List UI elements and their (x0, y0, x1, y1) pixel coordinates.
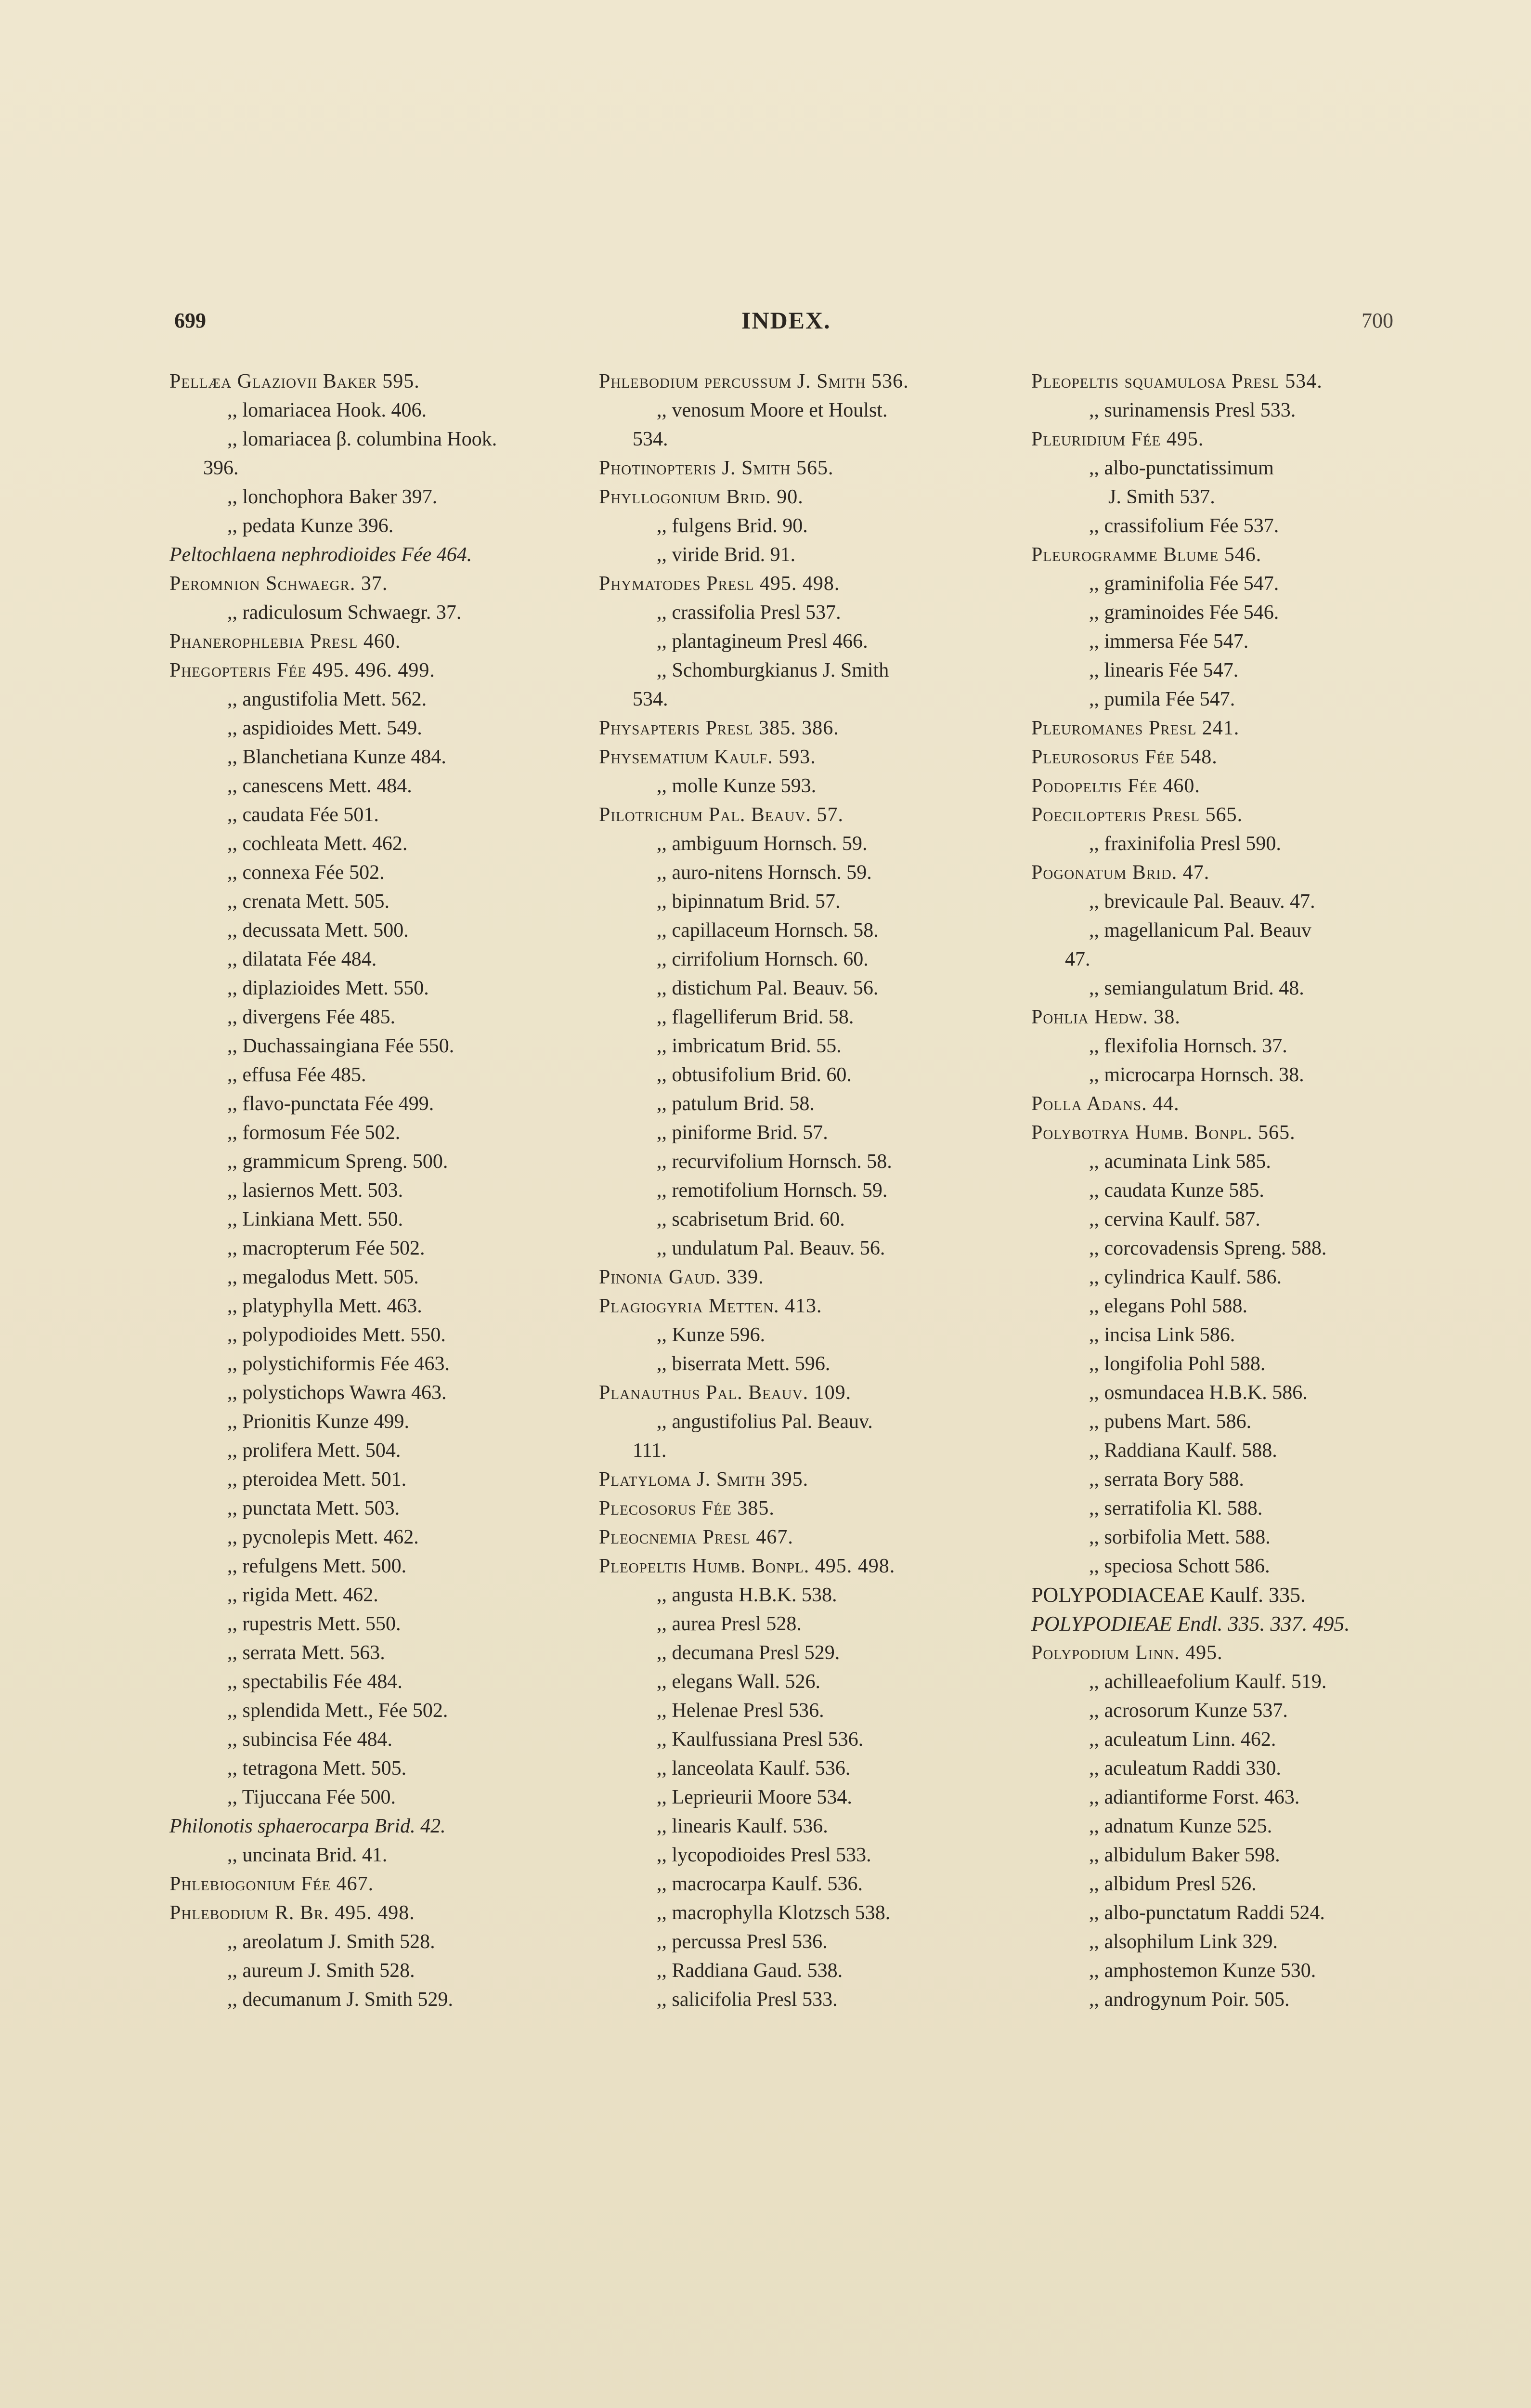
index-entry: ,, pteroidea Mett. 501. (227, 1468, 407, 1491)
index-entry: ,, Raddiana Kaulf. 588. (1089, 1440, 1277, 1462)
index-entry: ,, fulgens Brid. 90. (657, 515, 808, 537)
index-entry: ,, macrocarpa Kaulf. 536. (657, 1873, 863, 1895)
index-entry: ,, lasiernos Mett. 503. (227, 1179, 403, 1202)
index-entry: ,, percussa Presl 536. (657, 1931, 828, 1953)
index-entry: ,, androgynum Poir. 505. (1089, 1989, 1290, 2011)
index-entry: Pleurosorus Fée 548. (1031, 746, 1218, 768)
index-entry: ,, Prionitis Kunze 499. (227, 1411, 409, 1433)
index-entry: ,, molle Kunze 593. (657, 775, 817, 797)
index-entry: Pogonatum Brid. 47. (1031, 862, 1210, 884)
index-entry: ,, caudata Kunze 585. (1089, 1179, 1264, 1202)
index-entry: ,, distichum Pal. Beauv. 56. (657, 977, 879, 999)
index-entry: 534. (633, 428, 668, 450)
index-entry: Photinopteris J. Smith 565. (599, 457, 834, 479)
index-entry: ,, canescens Mett. 484. (227, 775, 412, 797)
index-entry: ,, rupestris Mett. 550. (227, 1613, 401, 1635)
index-entry: Physematium Kaulf. 593. (599, 746, 816, 768)
index-entry: ,, acrosorum Kunze 537. (1089, 1700, 1288, 1722)
index-entry: ,, Linkiana Mett. 550. (227, 1208, 403, 1230)
index-entry: ,, flavo-punctata Fée 499. (227, 1093, 434, 1115)
index-entry: ,, salicifolia Presl 533. (657, 1989, 838, 2011)
index-entry: ,, viride Brid. 91. (657, 544, 796, 566)
index-entry: ,, punctata Mett. 503. (227, 1497, 400, 1519)
index-entry: ,, corcovadensis Spreng. 588. (1089, 1237, 1327, 1259)
index-entry: ,, plantagineum Presl 466. (657, 630, 868, 653)
index-entry: Pohlia Hedw. 38. (1031, 1006, 1181, 1028)
index-entry: ,, ambiguum Hornsch. 59. (657, 833, 868, 855)
index-entry: ,, albo-punctatissimum (1089, 457, 1274, 479)
index-entry: ,, Kaulfussiana Presl 536. (657, 1728, 864, 1751)
index-entry: ,, decumanum J. Smith 529. (227, 1989, 453, 2011)
index-entry: ,, decumana Presl 529. (657, 1642, 840, 1664)
index-entry: ,, patulum Brid. 58. (657, 1093, 815, 1115)
index-entry: ,, formosum Fée 502. (227, 1122, 401, 1144)
index-entry: ,, linearis Kaulf. 536. (657, 1815, 828, 1837)
index-entry: ,, biserrata Mett. 596. (657, 1353, 830, 1375)
index-entry: ,, semiangulatum Brid. 48. (1089, 977, 1304, 999)
page-title: INDEX. (741, 307, 831, 334)
index-entry: ,, incisa Link 586. (1089, 1324, 1235, 1346)
index-entry: ,, graminifolia Fée 547. (1089, 573, 1279, 595)
index-entry: ,, lomariacea β. columbina Hook. (227, 428, 497, 450)
index-entry: ,, linearis Fée 547. (1089, 659, 1239, 681)
index-entry: ,, pumila Fée 547. (1089, 688, 1235, 710)
index-entry: ,, Leprieurii Moore 534. (657, 1786, 852, 1808)
index-entry: ,, subincisa Fée 484. (227, 1728, 392, 1751)
index-entry: 111. (633, 1440, 667, 1462)
index-entry: ,, flagelliferum Brid. 58. (657, 1006, 854, 1028)
index-entry: ,, auro-nitens Hornsch. 59. (657, 862, 872, 884)
index-entry: ,, polypodioides Mett. 550. (227, 1324, 446, 1346)
index-entry: Planauthus Pal. Beauv. 109. (599, 1382, 852, 1404)
index-entry: ,, angustifolia Mett. 562. (227, 688, 427, 710)
index-entry: ,, longifolia Pohl 588. (1089, 1353, 1266, 1375)
index-entry: ,, microcarpa Hornsch. 38. (1089, 1064, 1304, 1086)
index-entry: ,, lonchophora Baker 397. (227, 486, 438, 508)
index-entry: ,, crenata Mett. 505. (227, 890, 390, 913)
index-entry: ,, prolifera Mett. 504. (227, 1440, 401, 1462)
index-entry: Physapteris Presl 385. 386. (599, 717, 839, 739)
index-entry: ,, bipinnatum Brid. 57. (657, 890, 841, 913)
index-entry: Phegopteris Fée 495. 496. 499. (169, 659, 435, 681)
index-entry: Peromnion Schwaegr. 37. (169, 573, 388, 595)
index-entry: Pleopeltis Humb. Bonpl. 495. 498. (599, 1555, 895, 1577)
index-entry: ,, capillaceum Hornsch. 58. (657, 919, 879, 942)
index-entry: ,, spectabilis Fée 484. (227, 1671, 402, 1693)
index-entry: ,, caudata Fée 501. (227, 804, 379, 826)
index-entry: ,, amphostemon Kunze 530. (1089, 1960, 1316, 1982)
index-entry: ,, aureum J. Smith 528. (227, 1960, 415, 1982)
index-entry: ,, aspidioides Mett. 549. (227, 717, 422, 739)
index-entry: ,, diplazioides Mett. 550. (227, 977, 429, 999)
index-entry: ,, divergens Fée 485. (227, 1006, 396, 1028)
index-entry: Peltochlaena nephrodioides Fée 464. (169, 544, 472, 566)
index-entry: Polla Adans. 44. (1031, 1093, 1180, 1115)
index-entry: ,, lanceolata Kaulf. 536. (657, 1757, 851, 1780)
index-entry: ,, Raddiana Gaud. 538. (657, 1960, 843, 1982)
index-entry: Podopeltis Fée 460. (1031, 775, 1200, 797)
index-entry: Phymatodes Presl 495. 498. (599, 573, 840, 595)
index-entry: ,, scabrisetum Brid. 60. (657, 1208, 845, 1230)
index-entry: ,, lomariacea Hook. 406. (227, 399, 427, 421)
index-entry: ,, magellanicum Pal. Beauv (1089, 919, 1311, 942)
index-entry: ,, surinamensis Presl 533. (1089, 399, 1296, 421)
index-entry: Polypodium Linn. 495. (1031, 1642, 1223, 1664)
index-entry: ,, elegans Wall. 526. (657, 1671, 820, 1693)
index-entry: ,, aurea Presl 528. (657, 1613, 802, 1635)
index-column-3 (1031, 367, 1465, 2014)
index-entry: ,, radiculosum Schwaegr. 37. (227, 602, 462, 624)
index-entry: Philonotis sphaerocarpa Brid. 42. (169, 1815, 446, 1837)
index-column-2 (599, 367, 1023, 2014)
index-entry: Pleuromanes Presl 241. (1031, 717, 1240, 739)
index-entry: Phanerophlebia Presl 460. (169, 630, 401, 653)
index-entry: Phlebodium R. Br. 495. 498. (169, 1902, 415, 1924)
index-entry: ,, cochleata Mett. 462. (227, 833, 408, 855)
index-entry: ,, recurvifolium Hornsch. 58. (657, 1151, 892, 1173)
index-entry: Pleuridium Fée 495. (1031, 428, 1204, 450)
index-entry: ,, platyphylla Mett. 463. (227, 1295, 422, 1317)
index-entry: ,, cervina Kaulf. 587. (1089, 1208, 1260, 1230)
index-entry: ,, Kunze 596. (657, 1324, 766, 1346)
index-entry: Phlebiogonium Fée 467. (169, 1873, 374, 1895)
index-entry: ,, alsophilum Link 329. (1089, 1931, 1278, 1953)
index-entry: ,, uncinata Brid. 41. (227, 1844, 388, 1866)
index-entry: ,, adiantiforme Forst. 463. (1089, 1786, 1300, 1808)
index-entry: ,, tetragona Mett. 505. (227, 1757, 407, 1780)
page-header (0, 308, 1531, 342)
index-entry: Pellæa Glaziovii Baker 595. (169, 370, 420, 393)
index-entry: ,, sorbifolia Mett. 588. (1089, 1526, 1271, 1548)
index-entry: ,, Duchassaingiana Fée 550. (227, 1035, 454, 1057)
index-entry: ,, speciosa Schott 586. (1089, 1555, 1270, 1577)
index-entry: ,, angustifolius Pal. Beauv. (657, 1411, 873, 1433)
index-entry: ,, immersa Fée 547. (1089, 630, 1249, 653)
index-entry: ,, aculeatum Raddi 330. (1089, 1757, 1281, 1780)
index-entry: ,, venosum Moore et Houlst. (657, 399, 888, 421)
index-entry: Polybotrya Humb. Bonpl. 565. (1031, 1122, 1296, 1144)
index-entry: ,, brevicaule Pal. Beauv. 47. (1089, 890, 1315, 913)
index-entry: ,, angusta H.B.K. 538. (657, 1584, 837, 1606)
index-entry: ,, cirrifolium Hornsch. 60. (657, 948, 869, 970)
index-entry: ,, fraxinifolia Presl 590. (1089, 833, 1281, 855)
index-entry: ,, obtusifolium Brid. 60. (657, 1064, 852, 1086)
index-entry: ,, dilatata Fée 484. (227, 948, 377, 970)
index-entry: ,, albo-punctatum Raddi 524. (1089, 1902, 1325, 1924)
index-entry: ,, albidulum Baker 598. (1089, 1844, 1280, 1866)
index-entry: ,, serrata Mett. 563. (227, 1642, 385, 1664)
index-entry: ,, connexa Fée 502. (227, 862, 385, 884)
index-entry: Pleurogramme Blume 546. (1031, 544, 1262, 566)
index-entry: ,, pedata Kunze 396. (227, 515, 394, 537)
index-entry: ,, acuminata Link 585. (1089, 1151, 1271, 1173)
index-entry: POLYPODIACEAE Kaulf. 335. (1031, 1583, 1306, 1607)
index-entry: 396. (203, 457, 239, 479)
index-entry: Pinonia Gaud. 339. (599, 1266, 764, 1288)
index-entry: ,, undulatum Pal. Beauv. 56. (657, 1237, 885, 1259)
index-entry: ,, elegans Pohl 588. (1089, 1295, 1247, 1317)
index-entry: ,, polystichiformis Fée 463. (227, 1353, 450, 1375)
index-entry: Plagiogyria Metten. 413. (599, 1295, 822, 1317)
index-entry: Phyllogonium Brid. 90. (599, 486, 804, 508)
index-entry: Phlebodium percussum J. Smith 536. (599, 370, 909, 393)
index-entry: Pleocnemia Presl 467. (599, 1526, 793, 1548)
page-number-right: 700 (1362, 309, 1393, 332)
index-entry: ,, imbricatum Brid. 55. (657, 1035, 842, 1057)
index-entry: ,, remotifolium Hornsch. 59. (657, 1179, 888, 1202)
index-entry: ,, macrophylla Klotzsch 538. (657, 1902, 891, 1924)
index-entry: Plecosorus Fée 385. (599, 1497, 775, 1519)
index-entry: ,, serrata Bory 588. (1089, 1468, 1244, 1491)
index-entry: ,, Helenae Presl 536. (657, 1700, 824, 1722)
index-entry: ,, adnatum Kunze 525. (1089, 1815, 1272, 1837)
index-entry: ,, macropterum Fée 502. (227, 1237, 425, 1259)
index-entry: ,, Schomburgkianus J. Smith (657, 659, 889, 681)
index-entry: ,, lycopodioides Presl 533. (657, 1844, 871, 1866)
index-entry: ,, flexifolia Hornsch. 37. (1089, 1035, 1287, 1057)
index-entry: ,, pycnolepis Mett. 462. (227, 1526, 419, 1548)
index-entry: ,, megalodus Mett. 505. (227, 1266, 419, 1288)
index-entry: ,, rigida Mett. 462. (227, 1584, 378, 1606)
page-number-left: 699 (174, 309, 206, 332)
index-entry: ,, albidum Presl 526. (1089, 1873, 1257, 1895)
index-entry: ,, areolatum J. Smith 528. (227, 1931, 435, 1953)
index-entry: ,, decussata Mett. 500. (227, 919, 409, 942)
index-entry: ,, serratifolia Kl. 588. (1089, 1497, 1263, 1519)
index-entry: ,, crassifolia Presl 537. (657, 602, 841, 624)
index-entry: ,, grammicum Spreng. 500. (227, 1151, 448, 1173)
index-entry: ,, Tijuccana Fée 500. (227, 1786, 396, 1808)
index-entry: ,, aculeatum Linn. 462. (1089, 1728, 1276, 1751)
index-entry: ,, splendida Mett., Fée 502. (227, 1700, 448, 1722)
index-entry: Platyloma J. Smith 395. (599, 1468, 809, 1491)
index-entry: ,, piniforme Brid. 57. (657, 1122, 828, 1144)
index-entry: ,, crassifolium Fée 537. (1089, 515, 1279, 537)
index-entry: 47. (1065, 948, 1090, 970)
index-entry: ,, Blanchetiana Kunze 484. (227, 746, 446, 768)
index-column-1 (169, 367, 584, 2014)
index-entry: J. Smith 537. (1108, 486, 1215, 508)
index-entry: Pilotrichum Pal. Beauv. 57. (599, 804, 843, 826)
index-entry: 534. (633, 688, 668, 710)
index-entry: ,, pubens Mart. 586. (1089, 1411, 1252, 1433)
index-entry: ,, polystichops Wawra 463. (227, 1382, 447, 1404)
index-entry: Pleopeltis squamulosa Presl 534. (1031, 370, 1323, 393)
index-entry: POLYPODIEAE Endl. 335. 337. 495. (1031, 1612, 1350, 1636)
index-entry: ,, osmundacea H.B.K. 586. (1089, 1382, 1308, 1404)
index-entry: ,, graminoides Fée 546. (1089, 602, 1279, 624)
index-entry: ,, effusa Fée 485. (227, 1064, 366, 1086)
index-entry: ,, cylindrica Kaulf. 586. (1089, 1266, 1282, 1288)
index-entry: ,, refulgens Mett. 500. (227, 1555, 407, 1577)
index-entry: ,, achilleaefolium Kaulf. 519. (1089, 1671, 1327, 1693)
index-entry: Poecilopteris Presl 565. (1031, 804, 1243, 826)
